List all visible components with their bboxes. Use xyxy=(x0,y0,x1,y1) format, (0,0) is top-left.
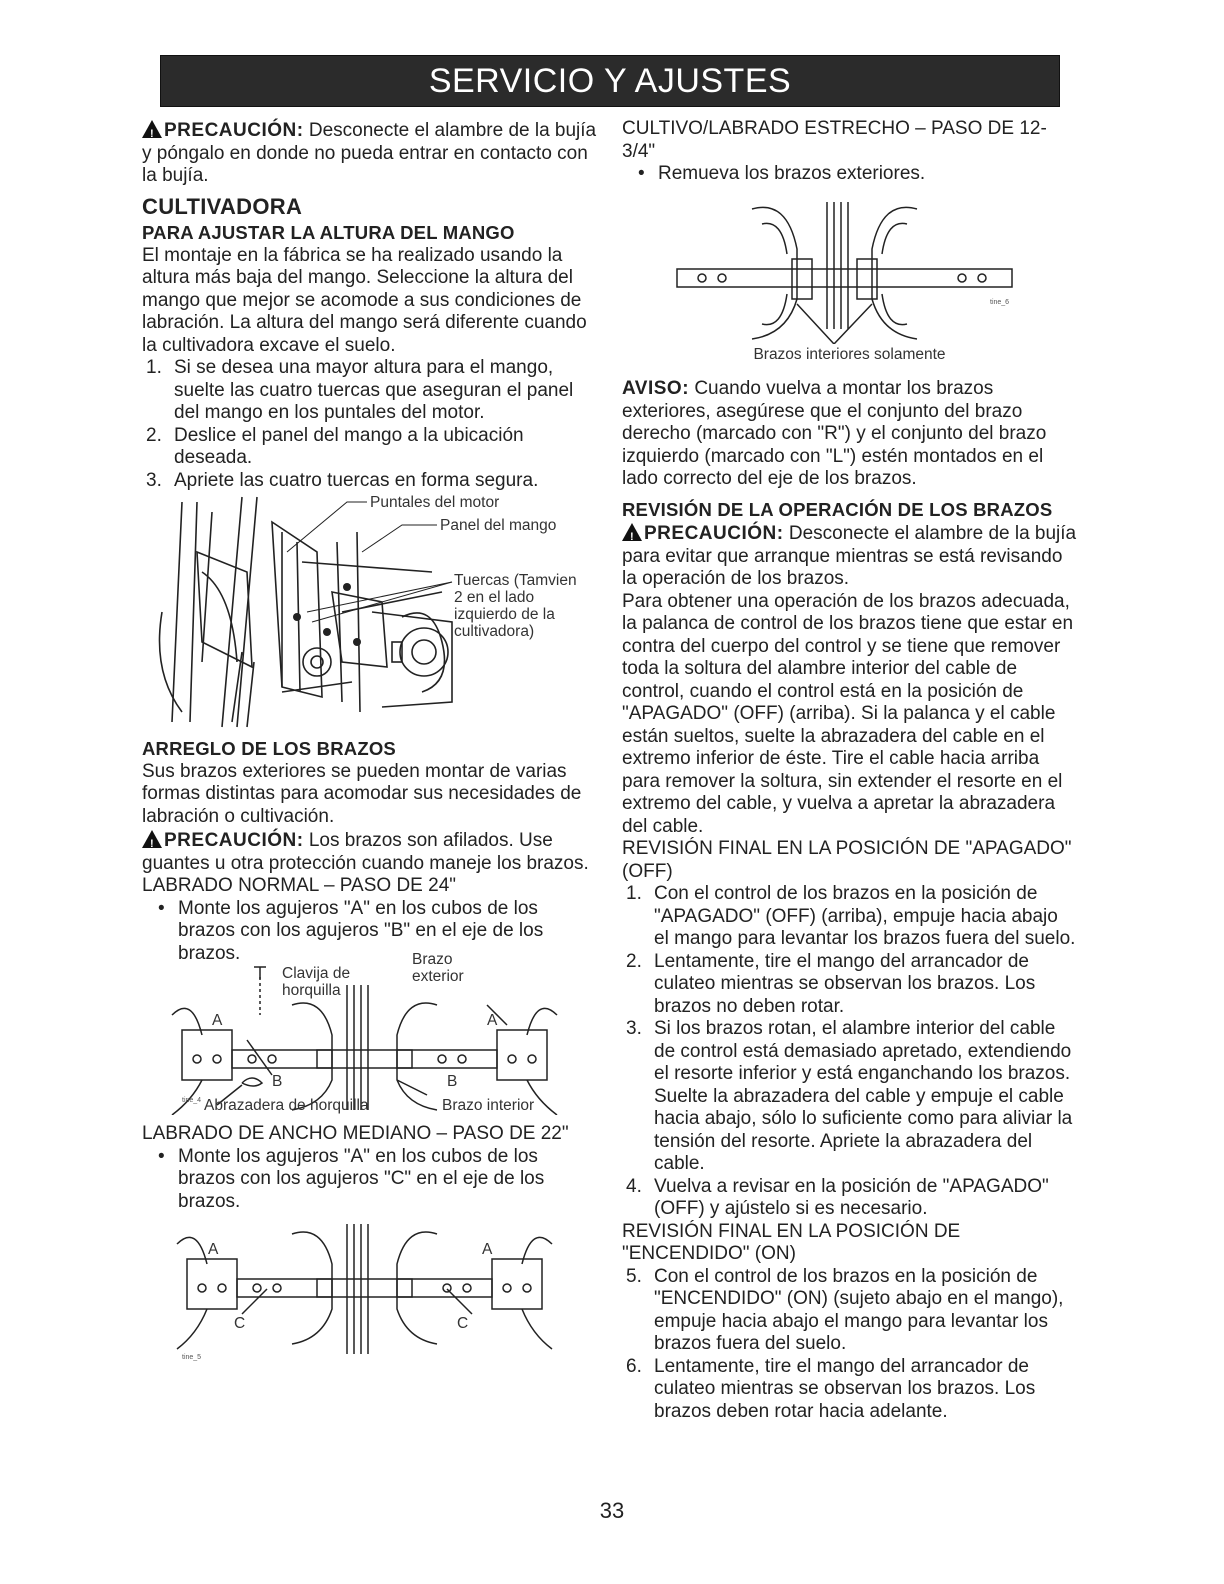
step-number: 5. xyxy=(626,1265,642,1287)
step-number: 2. xyxy=(146,424,162,446)
step-number: 1. xyxy=(626,883,642,904)
section-title: CULTIVADORA xyxy=(142,193,303,219)
caution-paragraph xyxy=(622,521,1077,591)
notice-paragraph xyxy=(622,378,1077,491)
inner-tines-caption: Brazos interiores solamente xyxy=(753,345,946,363)
a-label-right: A xyxy=(482,1241,493,1258)
handle-panel-figure xyxy=(142,492,597,732)
medium-tines-illustration xyxy=(142,1219,597,1359)
list-item: • Monte los agujeros "A" en los cubos de los brazos con los agujeros "B" en el eje de los brazos. xyxy=(142,898,597,966)
list-item xyxy=(142,425,597,470)
off-steps xyxy=(622,883,1077,1221)
tines-heading: ARREGLO DE LOS BRAZOS xyxy=(142,738,396,759)
figure-tag: tine_5 xyxy=(182,1354,202,1361)
medium-tines-figure xyxy=(142,1219,597,1359)
normal-bullets xyxy=(142,898,597,966)
caution-label: PRECAUCIÓN: xyxy=(644,523,784,544)
handle-intro: El montaje en la fábrica se ha realizado usando la altura más baja del mango. Seleccione la altura del mango que mejor se acomode a sus condiciones de labración. La altura del mango será diferente cuando la cultivadora excave el suelo. xyxy=(142,244,587,356)
check-heading: REVISIÓN DE LA OPERACIÓN DE LOS BRAZOS xyxy=(622,498,1053,520)
outer-tine-label: Brazo exterior xyxy=(412,951,464,985)
list-item xyxy=(622,1018,1077,1176)
a-label-left: A xyxy=(208,1241,219,1258)
pin-label: Clavija de horquilla xyxy=(282,965,351,999)
list-item xyxy=(622,883,1077,951)
medium-title: LABRADO DE ANCHO MEDIANO – PASO DE 22" xyxy=(142,1123,569,1144)
step-text: Lentamente, tire el mango del arrancador de culateo mientras se observan los brazos. Los brazos no deben rotar. xyxy=(654,950,1036,1017)
handle-heading: PARA AJUSTAR LA ALTURA DEL MANGO xyxy=(142,222,515,243)
caution-text: Los brazos son afilados. Use guantes u otra protección cuando maneje los brazos. xyxy=(142,830,589,874)
normal-title: LABRADO NORMAL – PASO DE 24" xyxy=(142,875,457,896)
caution-label: PRECAUCIÓN: xyxy=(164,830,304,851)
b-label-right: B xyxy=(447,1073,458,1090)
list-item xyxy=(622,1356,1077,1424)
normal-tines-figure xyxy=(142,951,597,1115)
warning-triangle-icon xyxy=(622,523,642,541)
step-number: 3. xyxy=(146,469,162,491)
medium-bullets xyxy=(142,1146,597,1214)
step-text: Si los brazos rotan, el alambre interior del cable de control está demasiado apretado, extendiendo el resorte inferior y está enganchando los brazos. Suelte la abrazadera del cable y empuje el cable hacia abajo, sólo lo suficiente como para aliviar la tensión del resorte. Apriete la abrazadera del cable. xyxy=(654,1018,1073,1174)
narrow-title: CULTIVO/LABRADO ESTRECHO – PASO DE 12-3/4" xyxy=(622,118,1047,162)
tines-intro: Sus brazos exteriores se pueden montar de varias formas distintas para acomodar sus necesidades de labración o cultivación. xyxy=(142,760,582,827)
step-number: 4. xyxy=(626,1175,642,1197)
step-number: 6. xyxy=(626,1355,642,1377)
handle-steps xyxy=(142,357,597,492)
clip-label: Abrazadera de horquilla xyxy=(204,1097,369,1114)
step-text: Lentamente, tire el mango del arrancador de culateo mientras se observan los brazos. Los brazos deben rotar hacia adelante. xyxy=(654,1355,1036,1422)
check-intro: Para obtener una operación de los brazos adecuada, la palanca de control de los brazos tiene que estar en contra del cuerpo del control y se tiene que remover toda la soltura del alambre interior del cable de control, cuando el control está en la posición de "APAGADO" (OFF) (arriba). Si la palanca y el cable están sueltos, suelte la abrazadera del cable en el extremo inferior de éste. Tire el cable hacia arriba para remover la soltura, sin extender el resorte en el extremo del cable, y vuelva a apretar la abrazadera del cable. xyxy=(622,590,1074,837)
figure-tag: tine_4 xyxy=(182,1097,202,1104)
figure-tag: tine_6 xyxy=(990,298,1010,306)
inner-tines-figure xyxy=(622,194,1077,344)
off-title: REVISIÓN FINAL EN LA POSICIÓN DE "APAGADO" (OFF) xyxy=(622,838,1072,882)
section-header-title: SERVICIO Y AJUSTES xyxy=(428,61,792,100)
step-number: 3. xyxy=(626,1018,642,1039)
on-title: REVISIÓN FINAL EN LA POSICIÓN DE "ENCENDIDO" (ON) xyxy=(622,1220,961,1264)
list-item xyxy=(622,1176,1077,1221)
left-column xyxy=(142,118,597,1359)
caution-text: Desconecte el alambre de la bujía y póngalo en donde no pueda entrar en contacto con la bujía. xyxy=(142,120,597,186)
c-label-left: C xyxy=(234,1315,246,1332)
list-item xyxy=(142,470,597,493)
section-header xyxy=(160,55,1060,107)
list-item: • Remueva los brazos exteriores. xyxy=(622,163,1077,186)
caution-label: PRECAUCIÓN: xyxy=(164,120,304,141)
step-text: Apriete las cuatro tuercas en forma segura. xyxy=(174,469,539,491)
step-text: Con el control de los brazos en la posición de "ENCENDIDO" (ON) (sujeto abajo en el mango), empuje hacia abajo el mango para levantar los brazos fuera del suelo. xyxy=(654,1265,1064,1354)
warning-triangle-icon xyxy=(142,120,162,138)
step-text: Con el control de los brazos en la posición de "APAGADO" (OFF) (arriba), empuje hacia abajo el mango para levantar los brazos fuera del suelo. xyxy=(654,883,1076,949)
list-item: • Monte los agujeros "A" en los cubos de los brazos con los agujeros "C" en el eje de los brazos. xyxy=(142,1146,597,1214)
list-item xyxy=(622,1266,1077,1356)
list-item xyxy=(622,951,1077,1019)
b-label-left: B xyxy=(272,1073,283,1090)
step-text: Vuelva a revisar en la posición de "APAGADO" (OFF) y ajústelo si es necesario. xyxy=(654,1175,1049,1219)
step-text: Si se desea una mayor altura para el mango, suelte las cuatro tuercas que aseguran el panel del mango en los puntales del motor. xyxy=(174,357,574,423)
panel-label: Panel del mango xyxy=(440,517,557,534)
warning-triangle-icon xyxy=(142,830,162,848)
caution-paragraph xyxy=(142,118,597,188)
c-label-right: C xyxy=(457,1315,469,1332)
step-text: Deslice el panel del mango a la ubicación deseada. xyxy=(174,424,524,468)
notice-label: AVISO: xyxy=(622,378,690,399)
inner-tines-illustration xyxy=(622,194,1077,344)
nuts-label: Tuercas (Tamvien 2 en el lado izquierdo de la cultivadora) xyxy=(454,572,577,640)
a-label-left: A xyxy=(212,1012,223,1029)
inner-tine-label: Brazo interior xyxy=(442,1097,535,1114)
list-item xyxy=(142,357,597,425)
caution-paragraph xyxy=(142,828,597,875)
narrow-bullets xyxy=(622,163,1077,186)
caution-text: Desconecte el alambre de la bujía para evitar que arranque mientras se está revisando la operación de los brazos. xyxy=(622,523,1077,589)
notice-text: Cuando vuelva a montar los brazos exteriores, asegúrese que el conjunto del brazo derecho (marcado con "R") y el conjunto del brazo izquierdo (marcado con "L") estén montados en el lado correcto del eje de los brazos. xyxy=(622,378,1047,489)
step-number: 1. xyxy=(146,357,162,378)
a-label-right: A xyxy=(487,1012,498,1029)
right-column xyxy=(622,118,1077,1423)
on-steps xyxy=(622,1266,1077,1424)
page-number: 33 xyxy=(599,1498,625,1523)
struts-label: Puntales del motor xyxy=(370,494,500,511)
step-number: 2. xyxy=(626,950,642,972)
